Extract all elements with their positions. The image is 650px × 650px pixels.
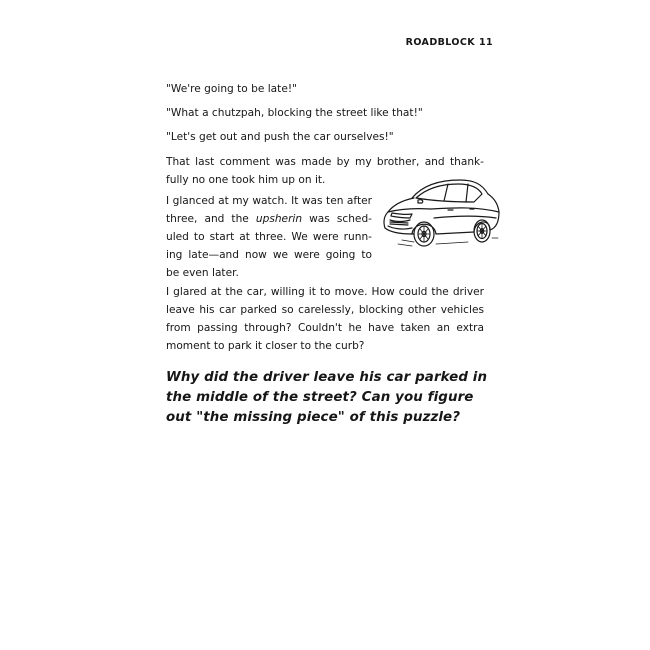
puzzle-question <box>166 368 496 428</box>
paragraph-line: fully no one took him up on it. <box>166 174 326 186</box>
text-run: was sched- <box>302 213 372 225</box>
question-line: out "the missing piece" of this puzzle? <box>166 410 461 425</box>
dialogue-line-3: "Let's get out and push the car ourselves!" <box>166 131 394 143</box>
dialogue-line-2: "What a chutzpah, blocking the street like that!" <box>166 107 423 119</box>
dialogue-line-1: "We're going to be late!" <box>166 83 297 95</box>
text-run: three, and the <box>166 213 256 225</box>
paragraph-line: That last comment was made by my brother, and thank- <box>166 156 484 168</box>
paragraph-glare <box>166 283 484 355</box>
running-title: ROADBLOCK <box>405 37 475 48</box>
car-illustration-icon <box>378 172 506 252</box>
question-line: Why did the driver leave his car parked in <box>166 370 488 385</box>
paragraph-watch <box>166 192 372 282</box>
paragraph-line: from passing through? Couldn't he have taken an extra <box>166 322 484 334</box>
paragraph-line: I glared at the car, willing it to move. How could the driver <box>166 286 484 298</box>
paragraph-line: moment to park it closer to the curb? <box>166 340 365 352</box>
paragraph-line: be even later. <box>166 267 239 279</box>
question-line: the middle of the street? Can you figure <box>166 390 474 405</box>
italic-term: upsherin <box>255 213 303 225</box>
paragraph-line: leave his car parked so carelessly, blocking other vehicles <box>166 304 484 316</box>
paragraph-line: ing late—and now we were going to <box>166 249 372 261</box>
running-head <box>406 37 493 48</box>
page-number: 11 <box>478 37 493 48</box>
paragraph-line: uled to start at three. We were runn- <box>166 231 372 243</box>
paragraph-line <box>166 210 372 228</box>
paragraph-line: I glanced at my watch. It was ten after <box>166 195 372 207</box>
